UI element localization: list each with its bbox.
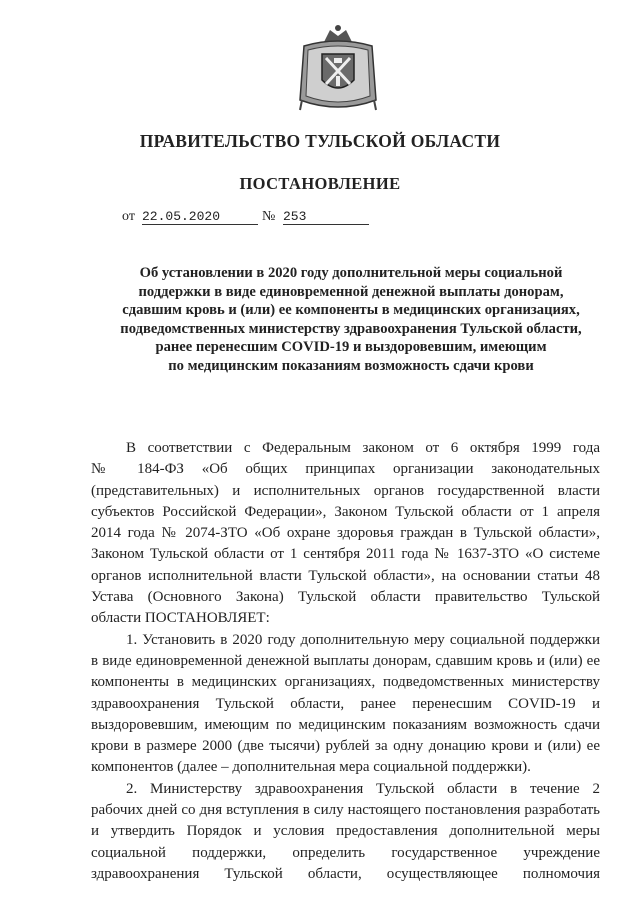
date-text: 22.05.2020 bbox=[142, 209, 221, 224]
subject-line: ранее перенесшим COVID-19 и выздоровевшим, имеющим bbox=[155, 339, 547, 356]
government-title: ПРАВИТЕЛЬСТВО ТУЛЬСКОЙ ОБЛАСТИ bbox=[139, 131, 501, 151]
document-subject bbox=[92, 264, 610, 376]
body-line: 1. Установить в 2020 году дополнительную меру социальной поддержки bbox=[126, 631, 600, 648]
subject-line: поддержки в виде единовременной денежной выплаты донорам, bbox=[138, 283, 564, 300]
body-line: органов исполнительной власти Тульской области», на основании статьи 48 bbox=[91, 567, 600, 584]
number-value bbox=[283, 209, 369, 225]
number-text: 253 bbox=[283, 209, 307, 224]
coat-of-arms-icon bbox=[294, 22, 382, 114]
body-line: Законом Тульской области от 1 сентября 2011 года № 1637-ЗТО «О системе bbox=[91, 546, 600, 563]
body-line: субъектов Российской Федерации», Законом Тульской области от 1 апреля bbox=[91, 503, 600, 520]
body-line: области ПОСТАНОВЛЯЕТ: bbox=[91, 610, 270, 627]
body-line: В соответствии с Федеральным законом от 6 октября 1999 года bbox=[126, 440, 600, 456]
body-line: в виде единовременной денежной выплаты донорам, сдавшим кровь и (или) ее bbox=[91, 652, 600, 669]
document-body bbox=[91, 438, 600, 885]
body-line: Устава (Основного Закона) Тульской области правительство Тульской bbox=[91, 589, 600, 606]
date-value bbox=[142, 209, 258, 225]
body-line: компонентов (далее – дополнительная мера социальной поддержки). bbox=[91, 759, 531, 776]
body-line: крови в размере 2000 (две тысячи) рублей за одну донацию крови и (или) ее bbox=[91, 738, 600, 755]
subject-line: Об установлении в 2020 году дополнительной меры социальной bbox=[139, 265, 563, 281]
body-line: и утвердить Порядок и условия предоставления дополнительной меры bbox=[91, 823, 600, 840]
body-line: здравоохранения Тульской области, ранее перенесшим COVID-19 и bbox=[91, 695, 600, 712]
body-line: социальной поддержки, определить государственное учреждение bbox=[91, 844, 600, 861]
body-line: 2014 года № 2074-ЗТО «Об охране здоровья граждан в Тульской области», bbox=[91, 525, 600, 542]
subject-line: подведомственных министерству здравоохранения Тульской области, bbox=[120, 320, 582, 337]
subject-line: сдавшим кровь и (или) ее компоненты в медицинских организациях, bbox=[122, 302, 580, 319]
body-line: здравоохранения Тульской области, осуществляющее полномочия bbox=[91, 865, 600, 882]
body-line: рабочих дней со дня вступления в силу настоящего постановления разработать bbox=[91, 802, 600, 819]
subject-line: по медицинским показаниям возможность сдачи крови bbox=[168, 357, 534, 374]
body-line: выздоровевшим, имеющим по медицинским показаниям возможность сдачи bbox=[91, 716, 600, 733]
body-line: 2. Министерству здравоохранения Тульской области в течение 2 bbox=[126, 780, 600, 797]
body-line: № 184-ФЗ «Об общих принципах организации законодательных bbox=[91, 461, 600, 478]
body-line: (представительных) и исполнительных органов государственной власти bbox=[91, 482, 600, 499]
date-label: от bbox=[122, 209, 135, 224]
document-type: ПОСТАНОВЛЕНИЕ bbox=[239, 174, 401, 193]
number-label: № bbox=[262, 209, 276, 224]
body-line: компоненты в медицинских организациях, подведомственных министерству bbox=[91, 674, 600, 691]
